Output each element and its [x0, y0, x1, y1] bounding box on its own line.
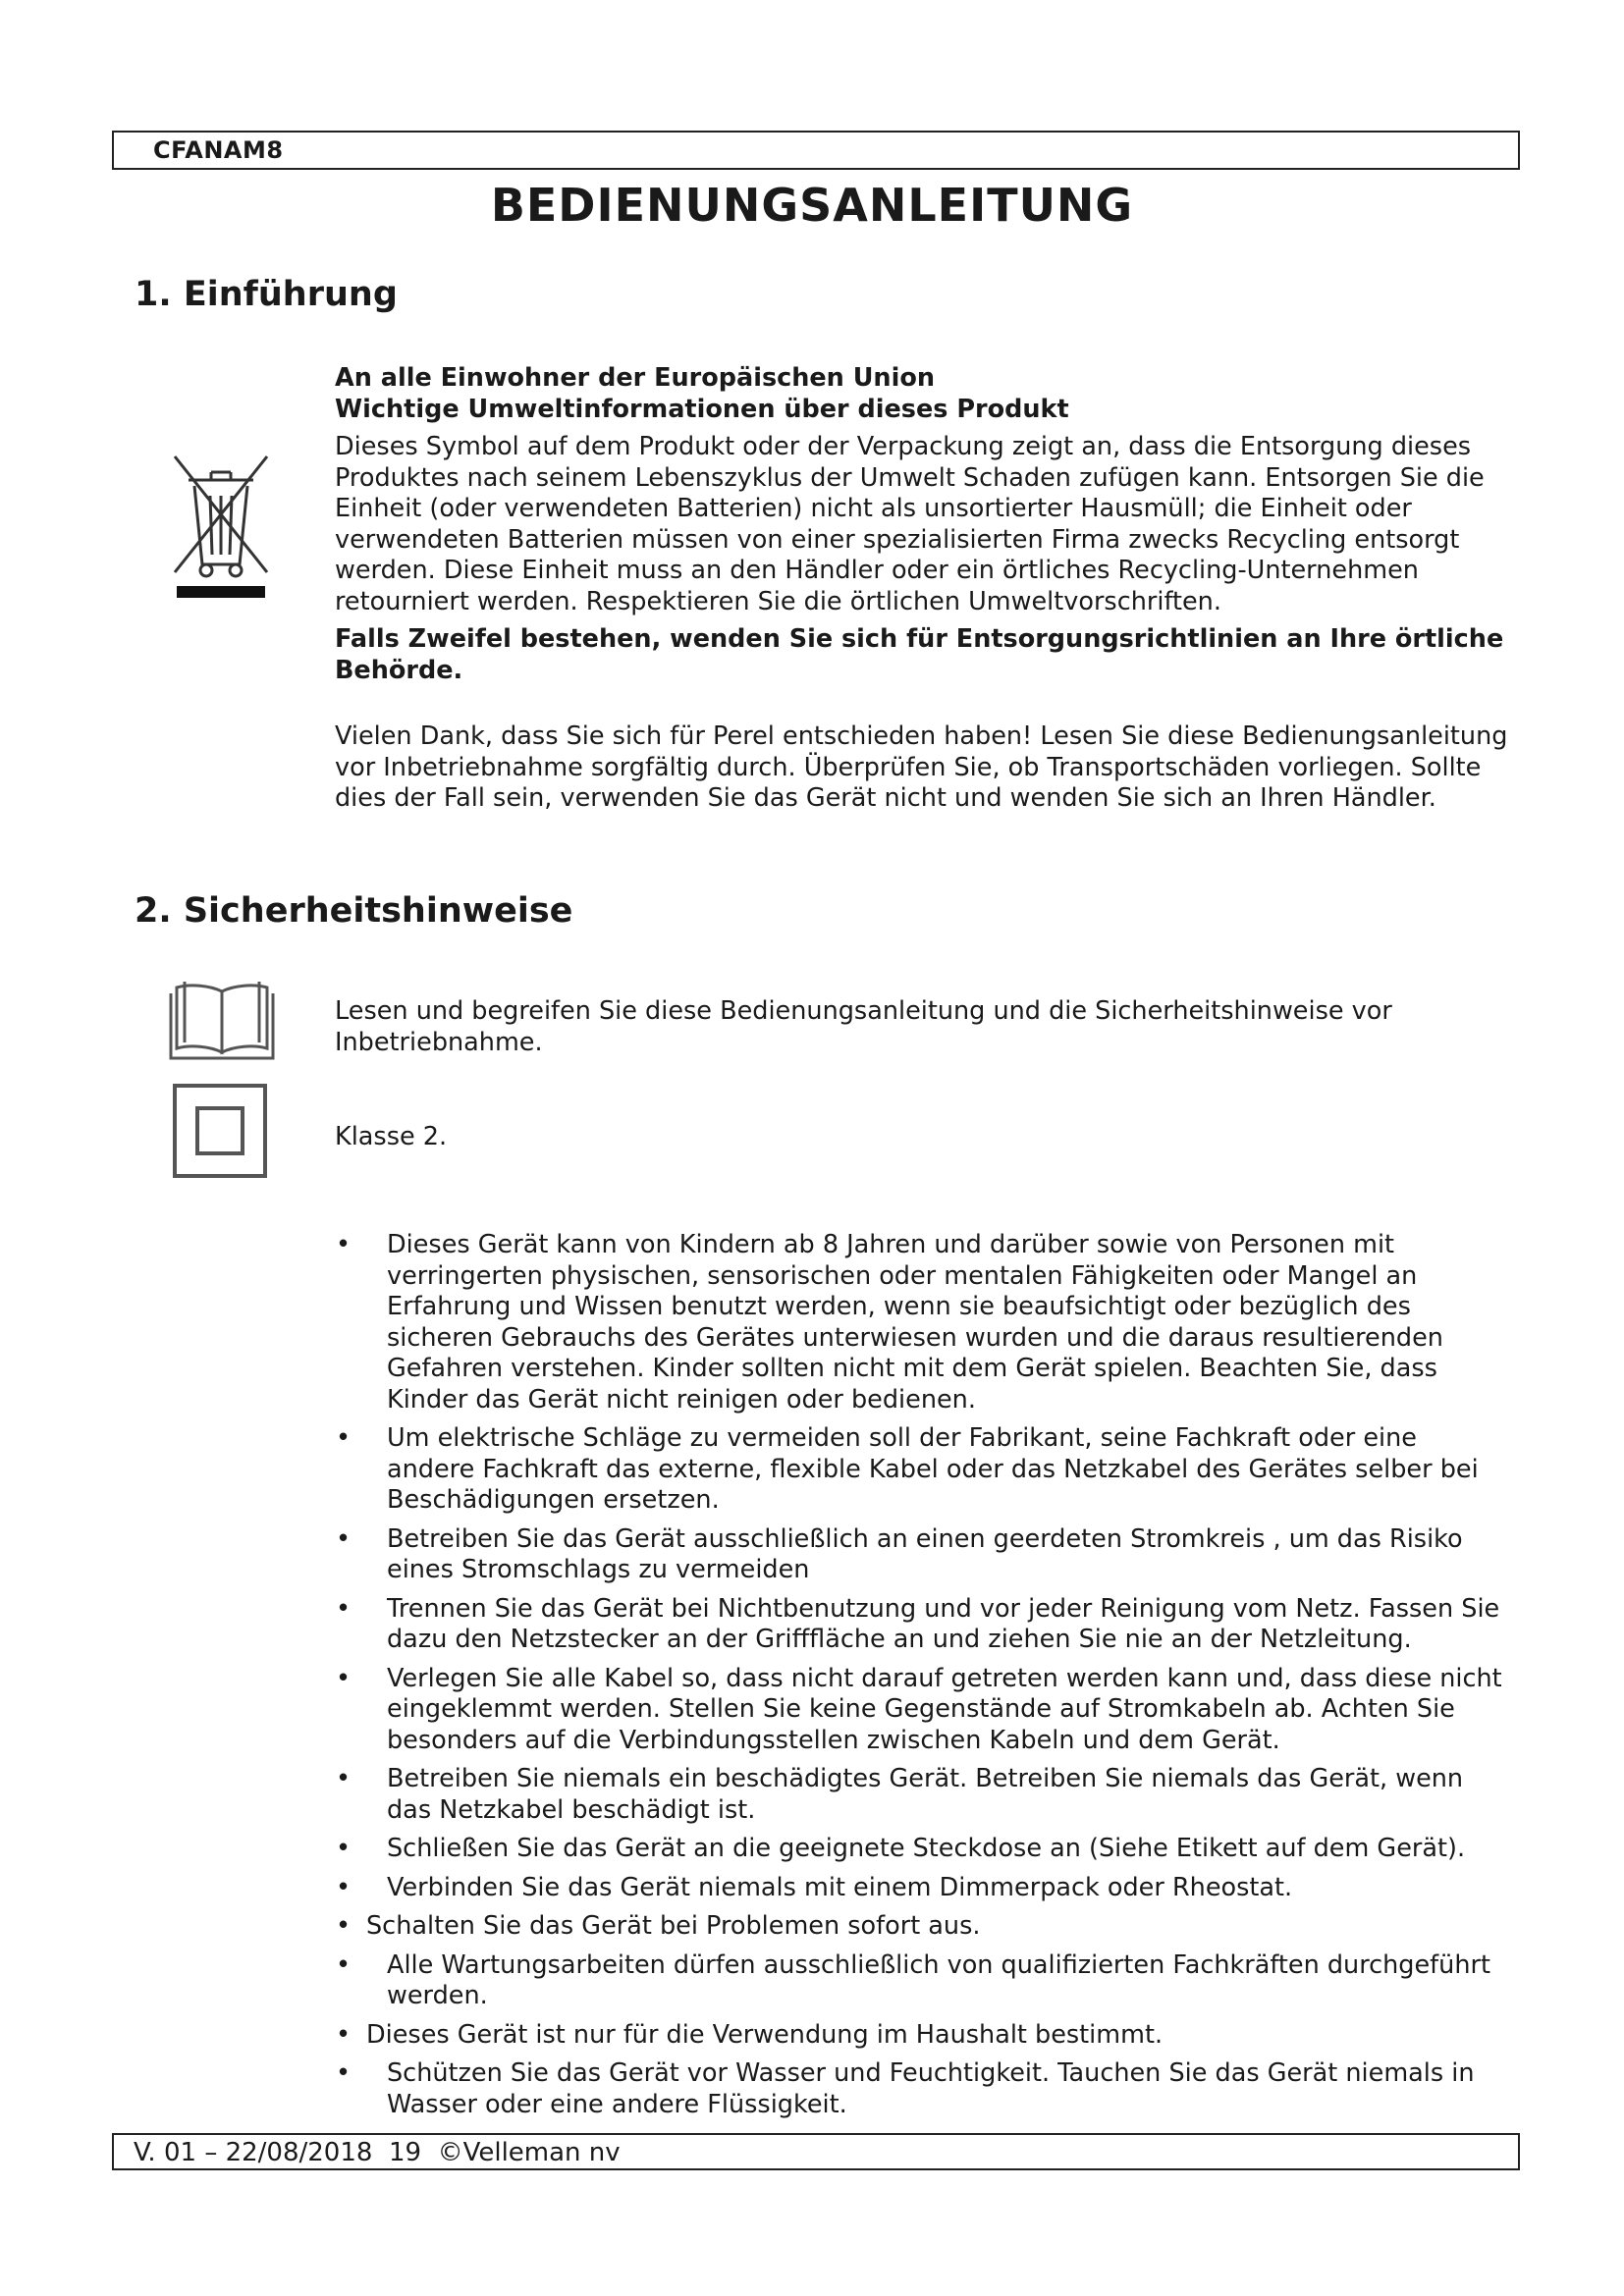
- eu-environment-text: Dieses Symbol auf dem Produkt oder der Verpackung zeigt an, dass die Entsorgung dieses Produktes nach seinem Lebenszyklus der Umwelt Schaden zufügen kann. Entsorgen Sie die Einheit (oder verwendeten Batterien) nicht als unsortierter Hausmüll; die Einheit oder verwendeten Batterien müssen von einer spezialisierten Firma zwecks Recycling entsorgt werden. Diese Einheit muss an den Händler oder ein örtliches Recycling-Unternehmen retourniert werden. Respektieren Sie die örtlichen Umweltvorschriften.: [335, 432, 1485, 616]
- protection-class-text: Klasse 2.: [335, 1122, 448, 1151]
- weee-crossed-bin-icon: [167, 447, 275, 600]
- footer-bar: [112, 2133, 1520, 2170]
- list-item: • Betreiben Sie das Gerät ausschließlich an einen geerdeten Stromkreis , um das Risiko eines Stromschlags zu vermeiden: [324, 1524, 1502, 1586]
- list-item: • Dieses Gerät ist nur für die Verwendung im Haushalt bestimmt.: [324, 2020, 1502, 2052]
- list-item: • Alle Wartungsarbeiten dürfen ausschließlich von qualifizierten Fachkräften durchgeführt werden.: [324, 1950, 1502, 2012]
- list-item: • Um elektrische Schläge zu vermeiden soll der Fabrikant, seine Fachkraft oder eine andere Fachkraft das externe, flexible Kabel oder das Netzkabel des Gerätes selber bei Beschädigungen ersetzen.: [324, 1423, 1502, 1517]
- footer-version-page-copyright: V. 01 – 22/08/2018 19 ©Velleman nv: [134, 2138, 621, 2167]
- list-item: • Trennen Sie das Gerät bei Nichtbenutzung und vor jeder Reinigung vom Netz. Fassen Sie dazu den Netzstecker an der Grifffläche an und ziehen Sie nie an der Netzleitung.: [324, 1594, 1502, 1656]
- section-heading-introduction: 1. Einführung: [135, 275, 398, 314]
- read-manual-book-icon: [167, 978, 277, 1062]
- product-code: CFANAM8: [153, 136, 284, 164]
- list-item: • Verbinden Sie das Gerät niemals mit einem Dimmerpack oder Rheostat.: [324, 1873, 1502, 1904]
- eu-heading-line-1: An alle Einwohner der Europäischen Union: [335, 363, 935, 393]
- header-bar: [112, 131, 1520, 170]
- list-item: • Schützen Sie das Gerät vor Wasser und Feuchtigkeit. Tauchen Sie das Gerät niemals in Wasser oder eine andere Flüssigkeit.: [324, 2058, 1502, 2120]
- eu-heading-line-2: Wichtige Umweltinformationen über dieses Produkt: [335, 394, 1069, 424]
- class-2-double-square-icon: [172, 1083, 268, 1179]
- safety-instructions-list: [324, 1230, 1502, 2128]
- eu-heading: [335, 363, 1513, 425]
- section-heading-safety: 2. Sicherheitshinweise: [135, 891, 573, 931]
- list-item: • Schließen Sie das Gerät an die geeignete Steckdose an (Siehe Etikett auf dem Gerät).: [324, 1834, 1502, 1865]
- list-item: • Dieses Gerät kann von Kindern ab 8 Jahren und darüber sowie von Personen mit verringerten physischen, sensorischen oder mentalen Fähigkeiten oder Mangel an Erfahrung und Wissen benutzt werden, wenn sie beaufsichtigt oder bezüglich des sicheren Gebrauchs des Gerätes unterwiesen wurden und die daraus resultierenden Gefahren verstehen. Kinder sollten nicht mit dem Gerät spielen. Beachten Sie, dass Kinder das Gerät nicht reinigen oder bedienen.: [324, 1230, 1502, 1415]
- list-item: • Verlegen Sie alle Kabel so, dass nicht darauf getreten werden kann und, dass diese nicht eingeklemmt werden. Stellen Sie keine Gegenstände auf Stromkabeln ab. Achten Sie besonders auf die Verbindungsstellen zwischen Kabeln und dem Gerät.: [324, 1664, 1502, 1757]
- eu-disposal-notice: Falls Zweifel bestehen, wenden Sie sich für Entsorgungsrichtlinien an Ihre örtliche Behörde.: [335, 624, 1504, 685]
- thank-you-text: Vielen Dank, dass Sie sich für Perel entschieden haben! Lesen Sie diese Bedienungsanleitung vor Inbetriebnahme sorgfältig durch. Überprüfen Sie, ob Transportschäden vorliegen. Sollte dies der Fall sein, verwenden Sie das Gerät nicht und wenden Sie sich an Ihren Händler.: [335, 721, 1508, 813]
- document-title: BEDIENUNGSANLEITUNG: [490, 179, 1134, 232]
- read-manual-text: Lesen und begreifen Sie diese Bedienungsanleitung und die Sicherheitshinweise vor Inbetriebnahme.: [335, 996, 1392, 1057]
- list-item: • Schalten Sie das Gerät bei Problemen sofort aus.: [324, 1911, 1502, 1943]
- list-item: • Betreiben Sie niemals ein beschädigtes Gerät. Betreiben Sie niemals das Gerät, wenn das Netzkabel beschädigt ist.: [324, 1764, 1502, 1826]
